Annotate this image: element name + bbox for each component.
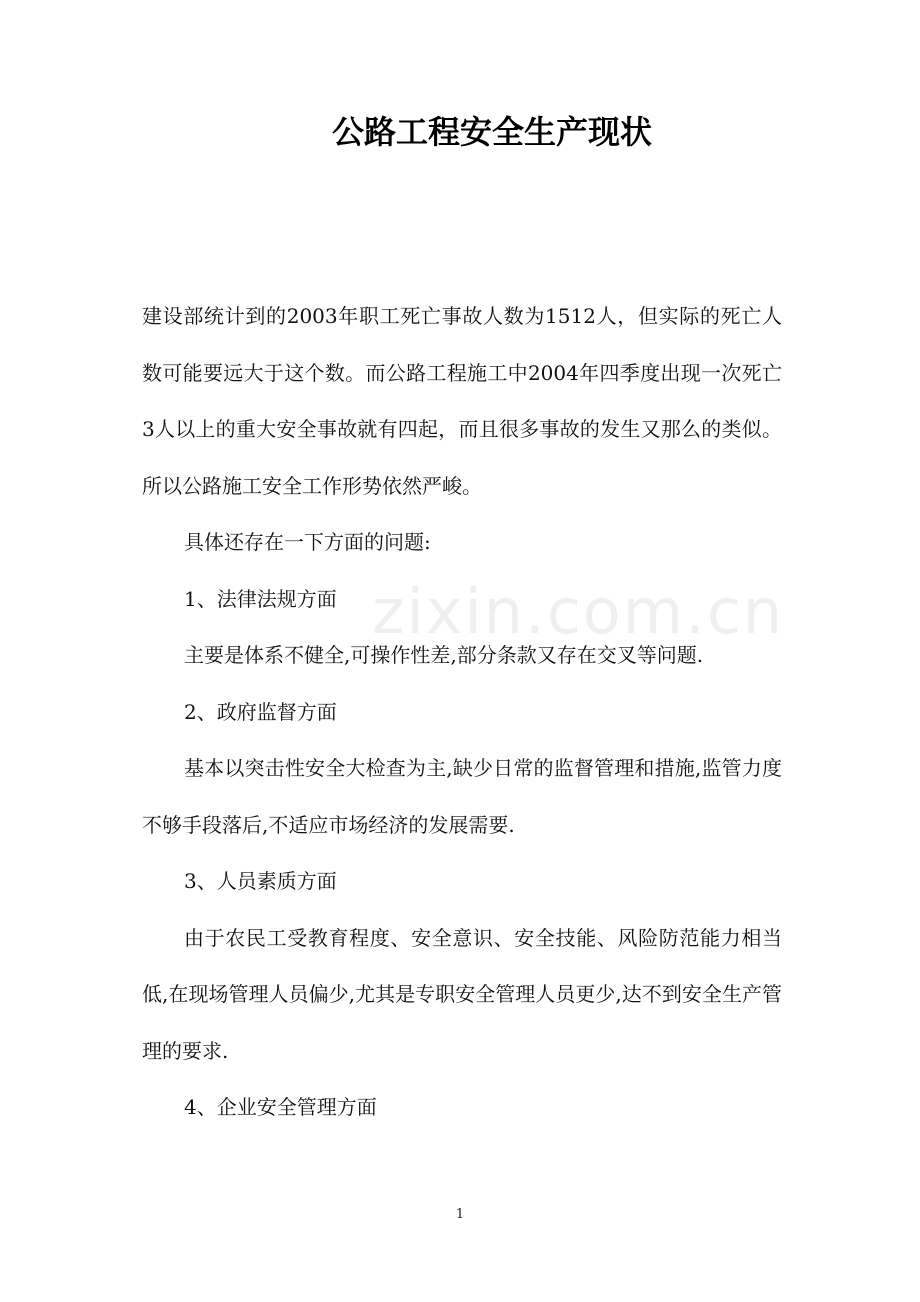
document-title: 公路工程安全生产现状	[331, 113, 652, 151]
document-body	[142, 288, 785, 1136]
page-number: 1	[455, 1207, 465, 1222]
paragraph-laws: 主要是体系不健全,可操作性差,部分条款又存在交叉等问题.	[184, 643, 704, 667]
paragraph-statistics: 建设部统计到的2003年职工死亡事故人数为1512人，但实际的死亡人数可能要远大于这个数。而公路工程施工中2004年四季度出现一次死亡3人以上的重大安全事故就有四起，而且很多事故的发生又那么的类似。所以公路施工安全工作形势依然严峻。	[142, 304, 782, 498]
heading-laws: 1、法律法规方面	[184, 586, 337, 611]
watermark: zixin.com.cn	[372, 575, 785, 648]
heading-personnel-quality: 3、人员素质方面	[184, 869, 337, 893]
paragraph-government-supervision: 基本以突击性安全大检查为主,缺少日常的监督管理和措施,监管力度不够手段落后,不适应市场经济的发展需要.	[142, 756, 782, 837]
heading-government-supervision: 2、政府监督方面	[184, 699, 337, 724]
paragraph-personnel-quality: 由于农民工受教育程度、安全意识、安全技能、风险防范能力相当低,在现场管理人员偏少,尤其是专职安全管理人员更少,达不到安全生产管理的要求.	[142, 925, 782, 1063]
heading-enterprise-management: 4、企业安全管理方面	[184, 1095, 377, 1119]
paragraph-problems-intro: 具体还存在一下方面的问题:	[184, 530, 431, 554]
